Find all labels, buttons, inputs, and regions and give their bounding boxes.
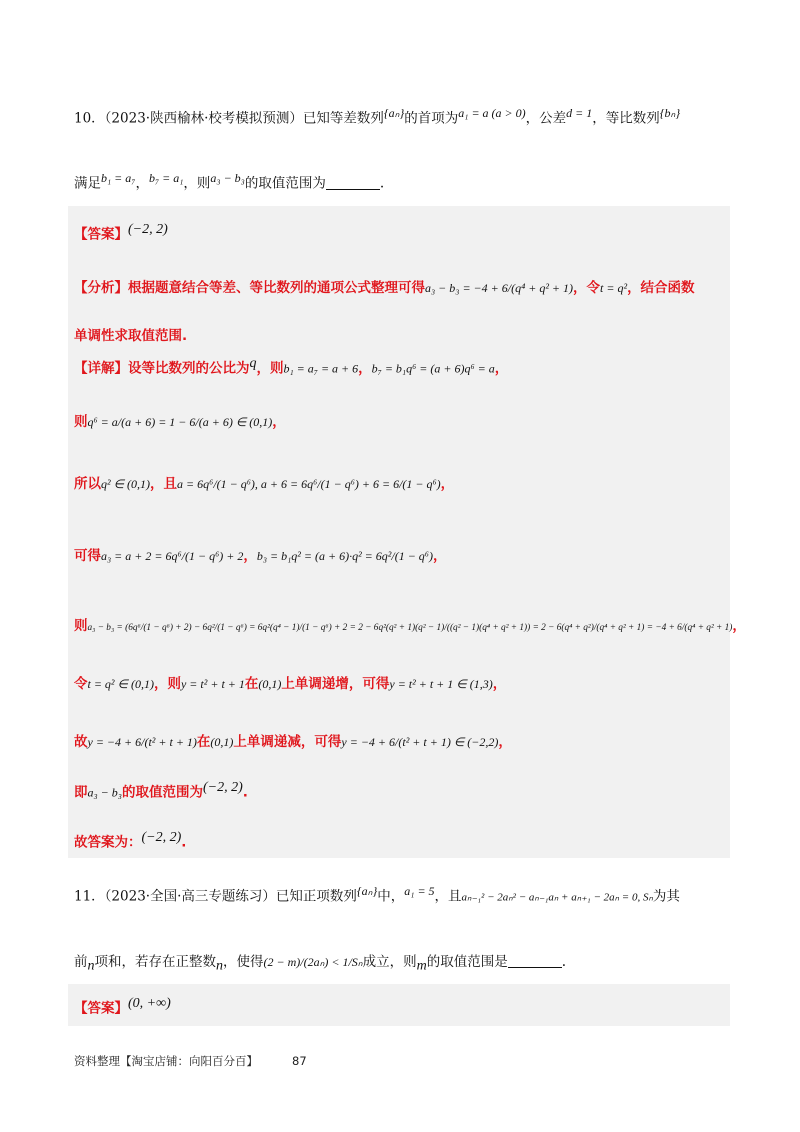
q11-text: ，且 [434,888,462,905]
q11-math: n [87,958,95,974]
page-number: 87 [292,1054,307,1068]
analysis-text: ，结合函数 [627,280,695,296]
detail-text: ， [494,360,509,377]
detail-text: 上单调递增，可得 [281,676,390,692]
detail-math: y = −4 + 6/(t² + t + 1) [87,735,197,749]
detail-math: (0,1) [258,677,282,691]
q11-math: n [216,958,223,974]
detail-text: ，则 [256,360,284,377]
detail-math: a₃ − b₃ = (6q⁶/(1 − q⁶) + 2) − 6q²/(1 − q⁶) = 6q²(q⁴ − 1)/(1 − q⁶) + 2 = 2 − 6q²(q² + 1)(q² − 1)/((q² − 1)(q⁴ + q² + 1)) = 2 − 6(q⁴ + q²)/(q⁴ + q² + 1) = −4 + 6/(q⁴ + q² + 1) [87,623,733,633]
detail-math: y = −4 + 6/(t² + t + 1) ∈ (−2,2) [341,735,499,749]
q10-text: ，等比数列 [592,110,660,127]
q11-math: aₙ₋₁² − 2aₙ² − aₙ₋₁aₙ + aₙ₊₁ − 2aₙ = 0, Sₙ [461,891,653,904]
detail-text: ， [440,476,455,492]
solution-block-q10 [68,206,730,858]
answer-blank [508,955,562,968]
detail-math: y = t² + t + 1 [180,677,245,691]
answer-value: (0, +∞) [128,996,171,1011]
detail10-line8 [74,780,248,801]
detail-text: ， [243,548,257,564]
detail-text: 在 [196,734,211,750]
q11-math: m [416,958,427,974]
detail10-line7 [74,730,512,750]
q11-text: 前 [74,954,88,970]
q11-line2 [74,950,566,975]
seq-b: {bₙ} [659,106,681,120]
q11-math: a₁ = 5 [404,884,435,898]
seq-a: {aₙ} [383,106,405,120]
analysis-formula: a₃ − b₃ = −4 + 6/(q⁴ + q² + 1) [425,281,574,295]
q10-text: ，公差 [525,110,567,127]
q10-text: 的取值范围为 [244,175,326,192]
detail-text: 则 [74,618,88,634]
detail-text: ， [498,734,512,750]
detail-text: 的取值范围为 [121,784,203,801]
detail-math: q² ∈ (0,1) [101,477,151,491]
q11-math: (2 − m)/(2aₙ) < 1/Sₙ [263,955,363,969]
q10-line2 [74,171,384,192]
detail-math: b₁ = a₇ = a + 6 [283,361,359,376]
q10-prefix: 10．（2023·陕西榆林·校考模拟预测）已知等差数列 [74,110,384,127]
detail-math: y = t² + t + 1 ∈ (1,3) [389,677,493,691]
q11-text: 项和，若存在正整数 [94,954,216,970]
analysis-text: ，令 [573,280,601,296]
detail-math: (0,1) [210,735,234,749]
q11-text: . [561,954,566,970]
detail-math: q⁶ = a/(a + 6) = 1 − 6/(a + 6) ∈ (0,1) [87,415,273,429]
detail-text: . [242,784,248,801]
q11-math: {aₙ} [356,884,378,898]
q11-text: 的取值范围是 [426,954,508,970]
detail-math: (−2, 2) [141,830,182,845]
diff: d = 1 [566,106,593,120]
detail10-line2 [74,410,286,430]
q10-text: 的首项为 [404,110,459,127]
answer-blank [326,177,380,190]
detail-math: (−2, 2) [202,780,243,795]
answer10 [74,222,168,243]
detail-text: ，且 [150,476,178,492]
detail-text: 令 [74,676,88,692]
detail-text: 故答案为： [74,834,142,851]
detail-math: t = q² ∈ (0,1) [87,677,154,691]
detail-text: ， [492,676,507,692]
detail-text: 可得 [74,548,101,564]
q11-line1 [74,884,680,905]
q10-text: . [379,175,385,192]
detail10-line9 [74,830,186,851]
detail-text: 在 [244,676,259,692]
q10-text: ，则 [183,175,211,192]
q11-text: 中， [377,888,405,905]
footer-text: 资料整理【淘宝店铺：向阳百分百】 [74,1054,258,1068]
detail-text: . [181,834,187,851]
detail10-line1 [74,356,508,377]
detail-math: a₃ = a + 2 = 6q⁶/(1 − q⁶) + 2 [101,549,244,563]
detail-text: ， [432,548,447,564]
detail-text: ， [272,414,286,430]
analysis-sub: t = q² [600,281,628,295]
detail10-line3 [74,472,454,492]
detail-math: b₃ = b₁q² = (a + 6)·q² = 6q²/(1 − q⁶) [256,549,433,563]
detail10-line6 [74,672,506,692]
detail-text: ，则 [153,676,181,692]
detail-text: 所以 [74,476,101,492]
detail-text: ， [358,360,372,377]
answer-label: 【答案】 [74,226,128,243]
q10-text: ， [135,175,149,192]
expr: a₃ − b₃ [210,171,245,185]
q11-text: 为其 [652,888,680,905]
detail-text: 即 [74,784,88,801]
analysis10-line2: 单调性求取值范围. [74,328,188,344]
detail-math: b₇ = b₁q⁶ = (a + 6)q⁶ = a [371,361,495,376]
page-footer [74,1053,307,1069]
q10-text: 满足 [74,175,101,192]
detail-math: q [249,356,257,371]
detail-text: 故 [74,734,88,750]
cond1: b₁ = a₇ [101,171,136,185]
detail-label: 【详解】设等比数列的公比为 [74,360,250,377]
q11-text: 11．（2023·全国·高三专题练习）已知正项数列 [74,888,357,905]
first-term: a₁ = a (a > 0) [458,106,526,120]
answer-label: 【答案】 [74,1000,128,1017]
detail-math: a = 6q⁶/(1 − q⁶), a + 6 = 6q⁶/(1 − q⁶) + 6 = 6/(1 − q⁶) [177,477,441,491]
cond2: b₇ = a₁ [148,171,184,185]
analysis10-line1 [74,276,695,296]
detail-math: a₃ − b₃ [87,785,122,800]
answer11 [74,996,171,1017]
detail10-line5 [74,614,746,634]
detail-text: 则 [74,414,88,430]
q11-text: ，使得 [223,954,264,970]
answer-value: (−2, 2) [128,222,168,237]
detail10-line4 [74,544,446,564]
detail-text: ， [732,618,746,634]
analysis-label: 【分析】根据题意结合等差、等比数列的通项公式整理可得 [74,280,425,296]
detail-text: 上单调递减，可得 [233,734,342,750]
q11-text: 成立，则 [362,954,417,970]
q10-line1 [74,106,680,127]
